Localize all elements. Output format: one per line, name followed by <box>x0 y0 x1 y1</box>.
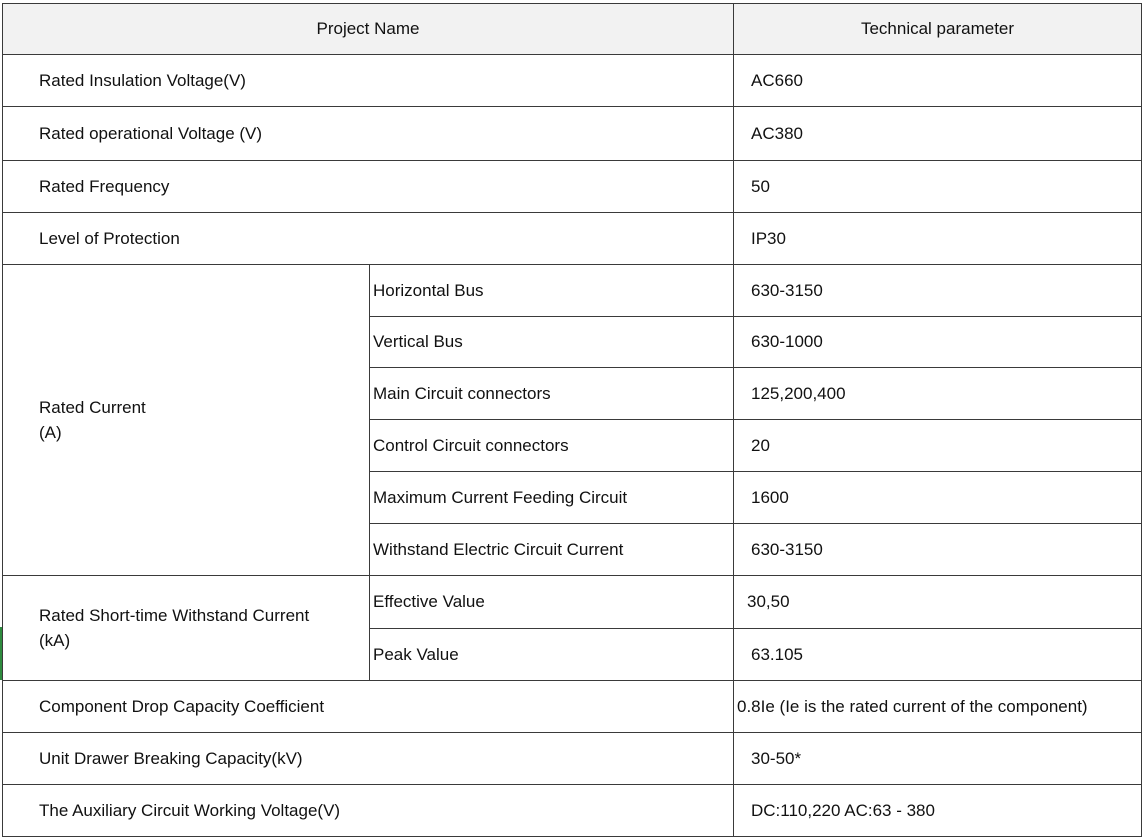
row-value: 50 <box>734 161 1142 213</box>
row-name: Component Drop Capacity Coefficient <box>3 681 734 733</box>
table-row <box>3 107 1142 161</box>
sub-item-label: Peak Value <box>370 629 734 681</box>
table-row <box>3 576 1142 629</box>
sub-item-value: 1600 <box>734 472 1142 524</box>
row-value: 0.8Ie (Ie is the rated current of the component) <box>734 681 1142 733</box>
row-name: Rated Frequency <box>3 161 734 213</box>
sub-item-label: Maximum Current Feeding Circuit <box>370 472 734 524</box>
sub-item-label: Main Circuit connectors <box>370 368 734 420</box>
table-row <box>3 161 1142 213</box>
group-name-line1: Rated Short-time Withstand Current <box>39 606 310 625</box>
group-name-line2: (A) <box>39 423 62 442</box>
header-technical-parameter: Technical parameter <box>734 4 1142 55</box>
sub-item-value: 30,50 <box>734 576 1142 629</box>
row-name: Rated operational Voltage (V) <box>3 107 734 161</box>
sub-item-label: Withstand Electric Circuit Current <box>370 524 734 576</box>
sub-item-label: Horizontal Bus <box>370 265 734 317</box>
header-project-name: Project Name <box>3 4 734 55</box>
row-value: AC660 <box>734 55 1142 107</box>
sub-item-label: Effective Value <box>370 576 734 629</box>
row-name: Level of Protection <box>3 213 734 265</box>
table-row <box>3 785 1142 837</box>
table-row <box>3 265 1142 317</box>
group-name-line2: (kA) <box>39 631 71 650</box>
table-row <box>3 55 1142 107</box>
row-value: 30-50* <box>734 733 1142 785</box>
sub-item-value: 630-3150 <box>734 524 1142 576</box>
table-header-row <box>3 4 1142 55</box>
row-value: DC:110,220 AC:63 - 380 <box>734 785 1142 837</box>
short-time-current-group-name <box>3 576 370 681</box>
row-value: AC380 <box>734 107 1142 161</box>
sub-item-label: Control Circuit connectors <box>370 420 734 472</box>
sub-item-value: 630-3150 <box>734 265 1142 317</box>
row-name: Rated Insulation Voltage(V) <box>3 55 734 107</box>
rated-current-group-name <box>3 265 370 576</box>
group-name-line1: Rated Current <box>39 398 146 417</box>
sub-item-value: 125,200,400 <box>734 368 1142 420</box>
table-row <box>3 733 1142 785</box>
sub-item-value: 20 <box>734 420 1142 472</box>
table-row <box>3 681 1142 733</box>
technical-parameters-table <box>2 3 1142 837</box>
row-name: The Auxiliary Circuit Working Voltage(V) <box>3 785 734 837</box>
sub-item-label: Vertical Bus <box>370 317 734 368</box>
table-row <box>3 213 1142 265</box>
sub-item-value: 630-1000 <box>734 317 1142 368</box>
row-name: Unit Drawer Breaking Capacity(kV) <box>3 733 734 785</box>
sub-item-value: 63.105 <box>734 629 1142 681</box>
row-value: IP30 <box>734 213 1142 265</box>
